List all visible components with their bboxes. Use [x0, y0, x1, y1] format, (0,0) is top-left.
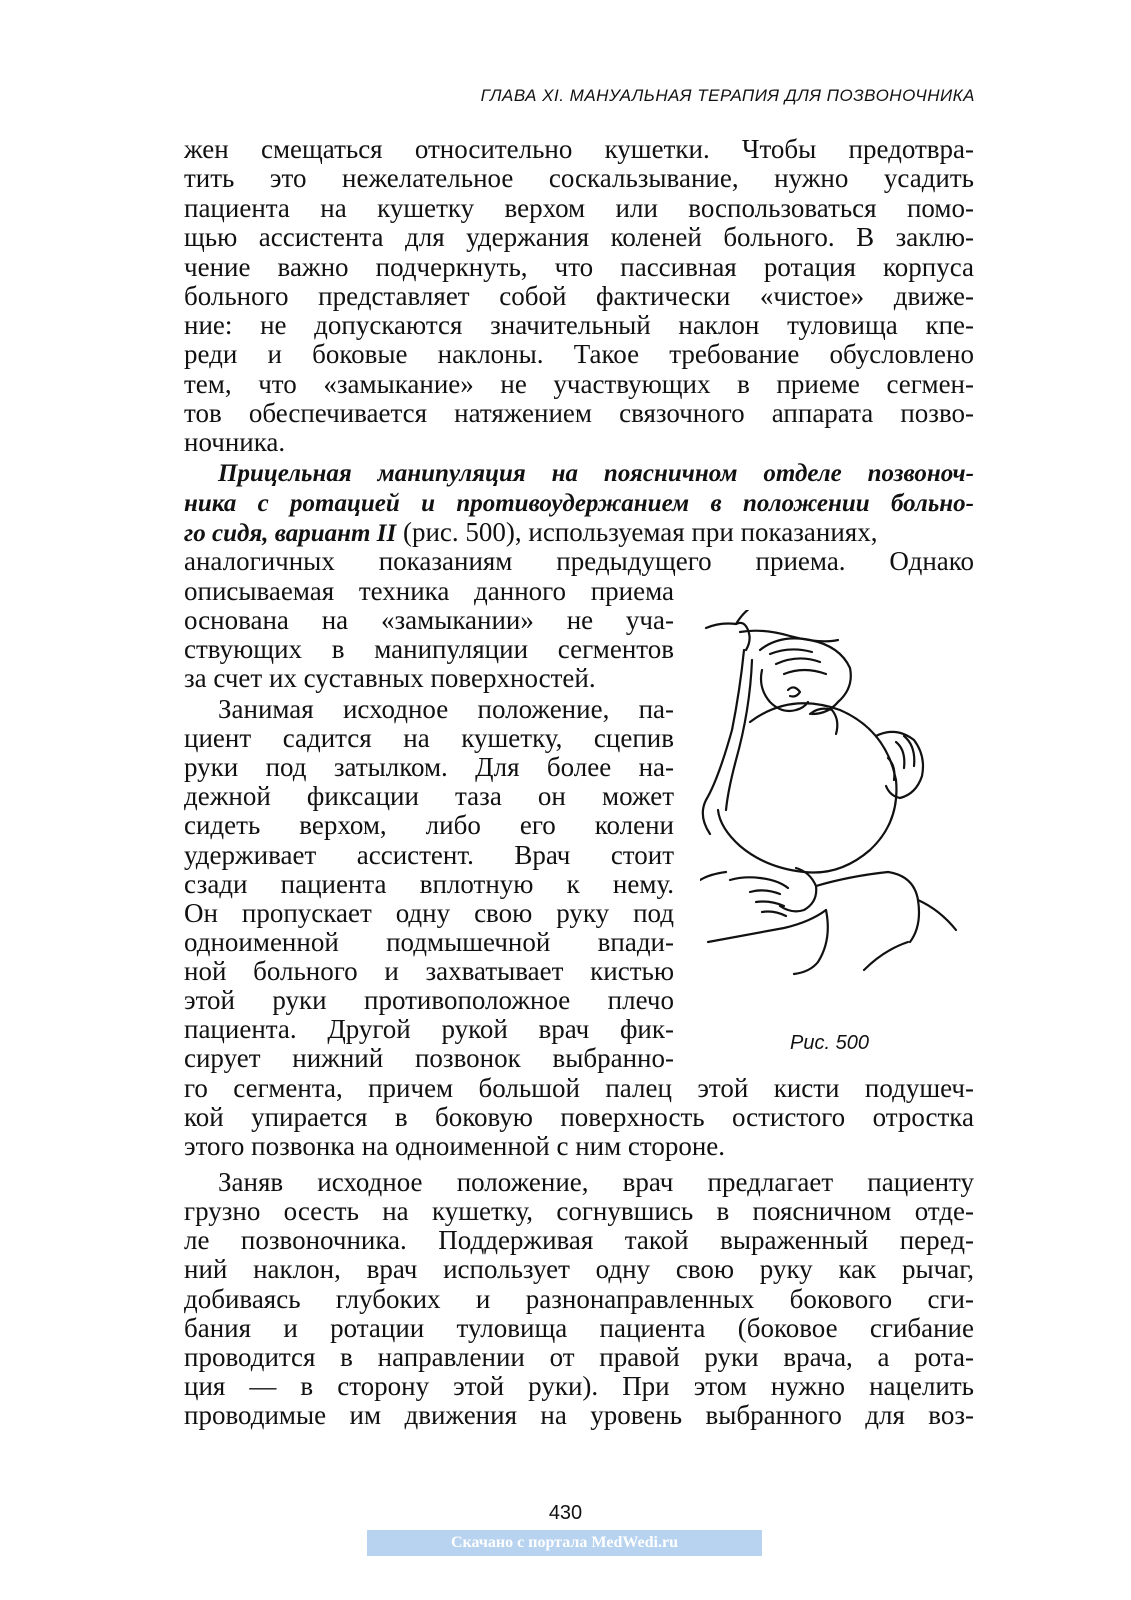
text-line: этой руки противоположное плечо — [184, 985, 674, 1015]
section-heading-end: го сидя, вариант II — [184, 520, 397, 547]
text-line: бания и ротации туловища пациента (боковое сгибание — [184, 1313, 974, 1343]
text-line: кой упирается в боковую поверхность остистого отростка — [184, 1102, 974, 1132]
couch-wedge — [794, 872, 919, 974]
patient-raised-arm — [706, 610, 750, 628]
text-line: грузно осесть на кушетку, согнувшись в поясничном отде- — [184, 1196, 974, 1226]
text-line: этого позвонка на одноименной с ним стороне. — [184, 1131, 726, 1161]
text-line: проводимые им движения на уровень выбранного для воз- — [184, 1400, 974, 1430]
patient-ear — [788, 687, 800, 696]
figure-illustration — [700, 610, 1000, 1010]
text-line: тов обеспечивается натяжением связочного аппарата позво- — [184, 398, 974, 428]
text-line: ночника. — [184, 427, 286, 457]
couch-edge — [708, 910, 826, 942]
doctor-leg — [864, 900, 956, 970]
text-line: проводится в направлении от правой руки врача, а рота- — [184, 1342, 974, 1372]
text-line: основана на «замыкании» не уча- — [184, 605, 674, 635]
text-line: аналогичных показаниям предыдущего приема. Однако — [184, 546, 974, 576]
text-line: удерживает ассистент. Врач стоит — [184, 840, 674, 870]
text-line: сзади пациента вплотную к нему. — [184, 869, 674, 899]
text-line: сирует нижний позвонок выбранно- — [184, 1043, 674, 1073]
text-line: ция — в сторону этой руки). При этом нужно нацелить — [184, 1371, 974, 1401]
pelvis-outline — [780, 868, 816, 911]
text-line: реди и боковые наклоны. Такое требование обусловлено — [184, 339, 974, 369]
text-line: ле позвоночника. Поддерживая такой выраженный перед- — [184, 1225, 974, 1255]
text-line: циент садится на кушетку, сцепив — [184, 723, 674, 753]
text-line: дежной фиксации таза он может — [184, 781, 674, 811]
patient-hand — [736, 623, 750, 650]
text-line: тем, что «замыкание» не участвующих в приеме сегмен- — [184, 369, 974, 399]
patient-elbow — [740, 631, 838, 642]
text-line: Занимая исходное положение, па- — [218, 694, 674, 724]
watermark-banner: Скачано с портала MedWedi.ru — [367, 1530, 762, 1556]
text-line — [184, 518, 974, 549]
text-line: тить это нежелательное соскальзывание, нужно усадить — [184, 163, 974, 193]
text-line: ствующих в манипуляции сегментов — [184, 634, 674, 664]
text-line: ний наклон, врач использует одну свою руку как рычаг, — [184, 1254, 974, 1284]
text-line: больного представляет собой фактически «чистое» движе- — [184, 281, 974, 311]
text-line: ной больного и захватывает кистью — [184, 956, 674, 986]
page-number: 430 — [548, 1502, 583, 1524]
text-line: одноименной подмышечной впади- — [184, 927, 674, 957]
running-head: ГЛАВА XI. МАНУАЛЬНАЯ ТЕРАПИЯ ДЛЯ ПОЗВОНОЧНИКА — [480, 86, 975, 105]
text-line: щью ассистента для удержания коленей больного. В заклю- — [184, 222, 974, 252]
text-line: ние: не допускаются значительный наклон туловища кпе- — [184, 310, 974, 340]
text-line: руки под затылком. Для более на- — [184, 752, 674, 782]
text-line: го сегмента, причем большой палец этой кисти подушеч- — [184, 1073, 974, 1103]
patient-hair — [770, 649, 826, 674]
text-line: чение важно подчеркнуть, что пассивная ротация корпуса — [184, 252, 974, 282]
text-line: пациента. Другой рукой врач фик- — [184, 1014, 674, 1044]
text-line: жен смещаться относительно кушетки. Чтобы предотвра- — [184, 134, 974, 164]
text-line: Заняв исходное положение, врач предлагает пациенту — [218, 1167, 974, 1197]
shoulder-line — [700, 872, 726, 880]
text-line: Он пропускает одну свою руку под — [184, 898, 674, 928]
text-line: за счет их суставных поверхностей. — [184, 663, 596, 693]
patient-back — [703, 650, 744, 834]
section-heading-line: ника с ротацией и противоудержанием в положении больно- — [184, 490, 974, 517]
doctor-hand-shoulder — [876, 732, 923, 798]
doctor-hand-lower — [730, 877, 788, 916]
figure-caption: Рис. 500 — [790, 1032, 869, 1054]
text-line: пациента на кушетку верхом или воспользоваться помо- — [184, 193, 974, 223]
text-line: сидеть верхом, либо его колени — [184, 810, 674, 840]
section-heading-line: Прицельная манипуляция на поясничном отделе позвоноч- — [218, 460, 974, 487]
text-line: добиваясь глубоких и разнонаправленных бокового сги- — [184, 1284, 974, 1314]
patient-torso — [718, 703, 896, 872]
text-line: описываемая техника данного приема — [184, 576, 674, 606]
doctor-fingers — [888, 736, 914, 780]
text-span: (рис. 500), используемая при показаниях, — [396, 517, 878, 547]
